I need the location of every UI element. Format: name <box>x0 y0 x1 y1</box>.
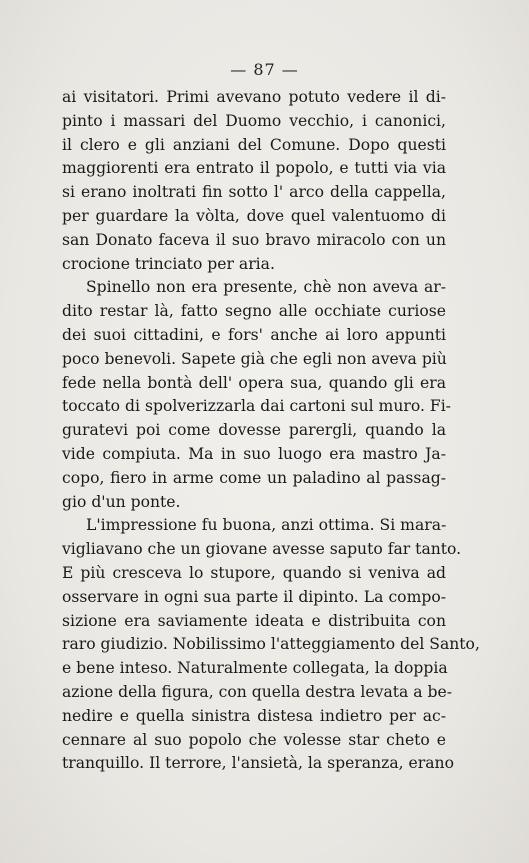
text-line: dei suoi cittadini, e fors' anche ai loro appunti <box>62 325 446 344</box>
text-line: si erano inoltrati fin sotto l' arco della cappella, <box>62 183 446 202</box>
text-line: Spinello non era presente, chè non aveva ar- <box>86 278 446 297</box>
text-line: il clero e gli anziani del Comune. Dopo questi <box>62 135 446 154</box>
text-line: crocione trinciato per aria. <box>62 254 275 273</box>
text-line: azione della figura, con quella destra levata a be- <box>62 682 453 701</box>
text-line: copo, fiero in arme come un paladino al passag- <box>62 468 446 487</box>
text-line: pinto i massari del Duomo vecchio, i canonici, <box>62 111 446 130</box>
text-line: raro giudizio. Nobilissimo l'atteggiamento del Santo, <box>62 635 480 654</box>
body-text <box>62 86 480 776</box>
text-line: maggiorenti era entrato il popolo, e tutti via via <box>62 159 446 178</box>
text-line: E più cresceva lo stupore, quando si veniva ad <box>62 563 446 582</box>
page-number: — 87 — <box>230 60 299 79</box>
text-line: e bene inteso. Naturalmente collegata, la doppia <box>62 659 448 678</box>
text-line: poco benevoli. Sapete già che egli non aveva più <box>62 349 447 368</box>
text-line: toccato di spolverizzarla dai cartoni sul muro. Fi- <box>62 397 451 416</box>
text-line: ai visitatori. Primi avevano potuto vedere il di- <box>62 88 446 106</box>
paragraph <box>62 514 480 776</box>
paragraph <box>62 276 451 514</box>
text-line: tranquillo. Il terrore, l'ansietà, la speranza, erano <box>62 754 454 773</box>
text-line: per guardare la vòlta, dove quel valentuomo di <box>62 206 446 225</box>
text-line: dito restar là, fatto segno alle occhiate curiose <box>62 302 446 321</box>
paragraph <box>62 86 446 276</box>
text-line: nedire e quella sinistra distesa indietro per ac- <box>62 706 446 725</box>
text-line: vide compiuta. Ma in suo luogo era mastro Ja- <box>62 444 446 463</box>
text-line: sizione era saviamente ideata e distribuita con <box>62 611 446 630</box>
text-line: fede nella bontà dell' opera sua, quando gli era <box>62 373 446 392</box>
text-line: san Donato faceva il suo bravo miracolo con un <box>62 230 446 249</box>
text-line: vigliavano che un giovane avesse saputo far tanto. <box>62 540 462 559</box>
text-line: guratevi poi come dovesse parergli, quando la <box>62 421 446 440</box>
text-line: cennare al suo popolo che volesse star cheto e <box>62 730 446 749</box>
text-line: gio d'un ponte. <box>62 492 181 511</box>
text-line: osservare in ogni sua parte il dipinto. La compo- <box>62 587 446 606</box>
text-line: L'impressione fu buona, anzi ottima. Si mara- <box>86 516 447 535</box>
